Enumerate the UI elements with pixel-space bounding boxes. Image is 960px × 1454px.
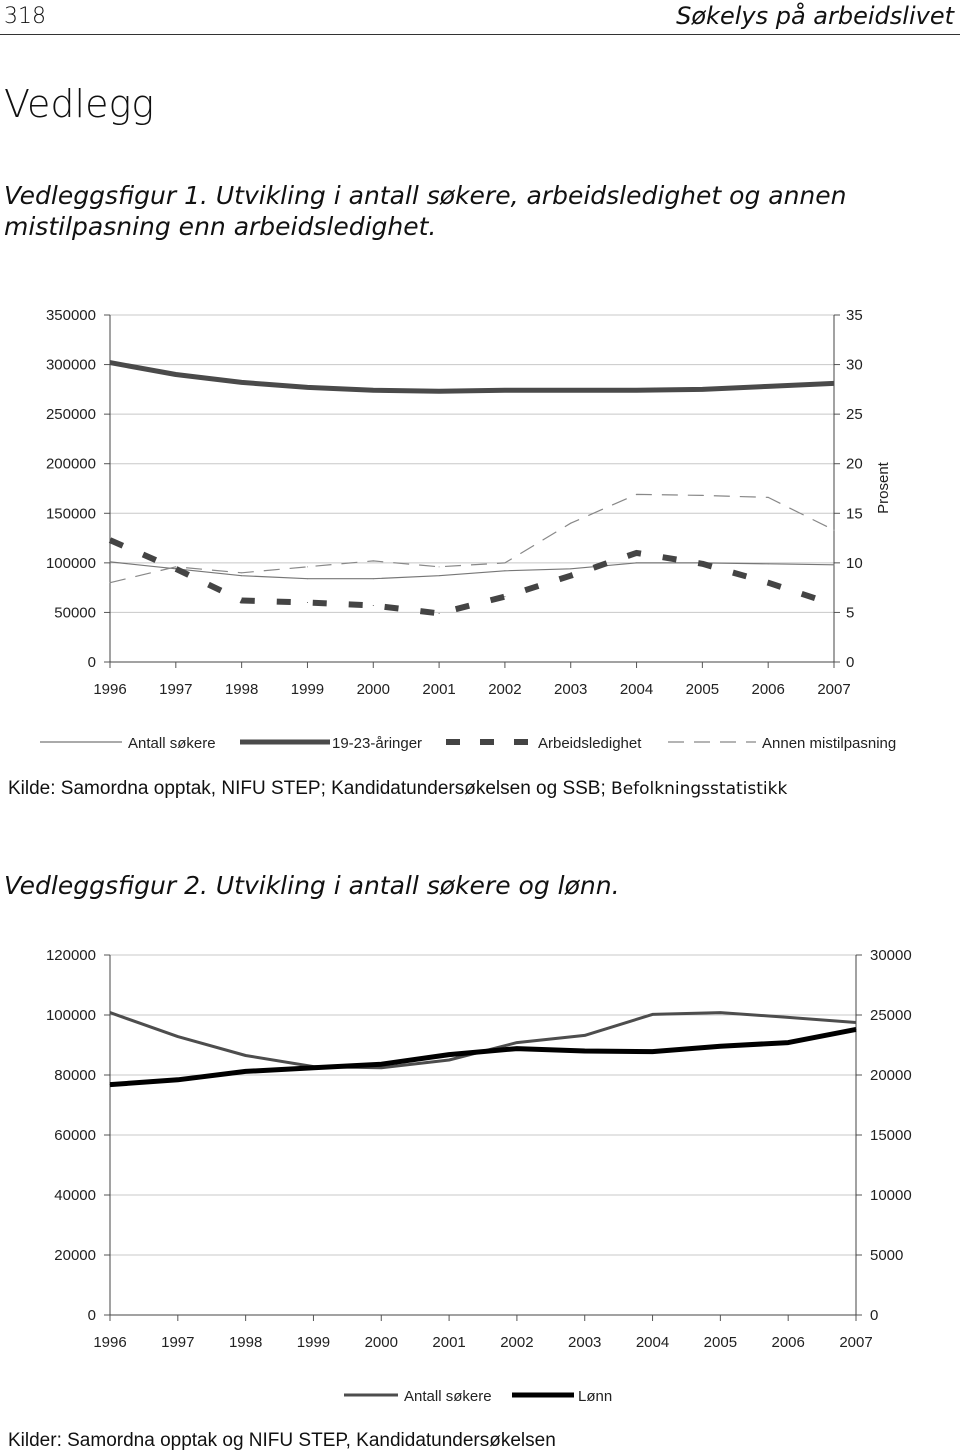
data-point xyxy=(516,1048,517,1049)
right-axis-tick-label: 0 xyxy=(870,1307,879,1324)
data-point xyxy=(636,390,637,391)
data-point xyxy=(702,563,703,564)
x-axis-tick-label: 2005 xyxy=(685,681,720,698)
series-line-3 xyxy=(110,494,834,582)
data-point xyxy=(636,494,637,495)
x-axis-tick-label: 2004 xyxy=(619,681,654,698)
data-point xyxy=(504,570,505,571)
data-point xyxy=(110,561,111,562)
figure1-source-suffix: Befolkningsstatistikk xyxy=(611,779,788,799)
data-point xyxy=(516,1042,517,1043)
data-point xyxy=(373,578,374,579)
series-line-1 xyxy=(110,1029,856,1084)
left-axis-tick-label: 60000 xyxy=(54,1127,96,1144)
data-point xyxy=(720,1012,721,1013)
left-axis-tick-label: 120000 xyxy=(45,947,96,964)
x-axis-tick-label: 1998 xyxy=(224,681,259,698)
data-point xyxy=(834,604,835,605)
header-rule xyxy=(0,34,960,35)
data-point xyxy=(570,575,571,576)
data-point xyxy=(307,602,308,603)
left-axis-tick-label: 250000 xyxy=(45,406,96,424)
data-point xyxy=(636,552,637,553)
left-axis-tick-label: 100000 xyxy=(45,1007,96,1024)
x-axis-tick-label: 1999 xyxy=(296,1334,331,1351)
x-axis-tick-label: 2001 xyxy=(432,1334,466,1351)
right-axis-tick-label: 5000 xyxy=(870,1247,904,1264)
right-axis-tick-label: 30 xyxy=(846,356,863,374)
data-point xyxy=(570,390,571,391)
data-point xyxy=(241,575,242,576)
right-axis-tick-label: 5 xyxy=(846,604,855,622)
data-point xyxy=(241,382,242,383)
left-axis-tick-label: 40000 xyxy=(54,1187,96,1204)
data-point xyxy=(110,362,111,363)
data-point xyxy=(834,564,835,565)
figure2-source: Kilder: Samordna opptak og NIFU STEP, Kandidatundersøkelsen xyxy=(8,1430,556,1451)
legend-label: Antall søkere xyxy=(128,735,216,752)
data-point xyxy=(110,582,111,583)
series-line-2 xyxy=(110,540,834,613)
data-point xyxy=(570,568,571,569)
right-axis-label: Prosent xyxy=(875,462,892,514)
x-axis-tick-label: 2006 xyxy=(771,1334,805,1351)
series-line-0 xyxy=(110,1013,856,1068)
data-point xyxy=(307,566,308,567)
x-axis-tick-label: 1998 xyxy=(228,1334,263,1351)
right-axis-tick-label: 25 xyxy=(846,406,863,424)
x-axis-tick-label: 2006 xyxy=(751,681,785,698)
data-point xyxy=(584,1035,585,1036)
figure2-caption: Vedleggsfigur 2. Utvikling i antall søkere og lønn. xyxy=(4,871,620,900)
left-axis-tick-label: 150000 xyxy=(45,505,96,523)
left-axis-tick-label: 0 xyxy=(87,1307,96,1324)
x-axis-tick-label: 2002 xyxy=(500,1334,534,1351)
left-axis-tick-label: 80000 xyxy=(54,1067,96,1084)
left-axis-tick-label: 20000 xyxy=(54,1247,96,1264)
data-point xyxy=(834,383,835,384)
data-point xyxy=(175,568,176,569)
x-axis-tick-label: 2007 xyxy=(839,1334,873,1351)
data-point xyxy=(241,572,242,573)
x-axis-tick-label: 1997 xyxy=(161,1334,195,1351)
data-point xyxy=(110,1084,111,1085)
data-point xyxy=(373,560,374,561)
x-axis-tick-label: 1996 xyxy=(93,1334,127,1351)
data-point xyxy=(570,523,571,524)
data-point xyxy=(373,390,374,391)
left-axis-tick-label: 200000 xyxy=(45,455,96,473)
data-point xyxy=(504,390,505,391)
x-axis-tick-label: 2000 xyxy=(356,681,390,698)
right-axis-tick-label: 0 xyxy=(846,654,855,671)
data-point xyxy=(449,1060,450,1061)
left-axis-tick-label: 100000 xyxy=(45,554,96,572)
data-point xyxy=(788,1042,789,1043)
data-point xyxy=(856,1029,857,1030)
data-point xyxy=(110,540,111,541)
right-axis-tick-label: 20 xyxy=(846,455,863,473)
data-point xyxy=(702,389,703,390)
left-axis-tick-label: 300000 xyxy=(45,356,96,374)
x-axis-tick-label: 1997 xyxy=(159,681,193,698)
data-point xyxy=(110,1012,111,1013)
data-point xyxy=(856,1022,857,1023)
x-axis-tick-label: 1999 xyxy=(290,681,325,698)
data-point xyxy=(720,1046,721,1047)
data-point xyxy=(313,1067,314,1068)
data-point xyxy=(504,562,505,563)
data-point xyxy=(702,495,703,496)
chart2 xyxy=(0,940,960,1420)
left-axis-tick-label: 0 xyxy=(87,654,96,671)
data-point xyxy=(449,1054,450,1055)
data-point xyxy=(439,391,440,392)
x-axis-tick-label: 2003 xyxy=(554,681,588,698)
data-point xyxy=(768,563,769,564)
data-point xyxy=(245,1055,246,1056)
x-axis-tick-label: 2003 xyxy=(568,1334,602,1351)
data-point xyxy=(768,497,769,498)
right-axis-tick-label: 15 xyxy=(846,505,863,523)
data-point xyxy=(439,575,440,576)
data-point xyxy=(652,1014,653,1015)
x-axis-tick-label: 2004 xyxy=(635,1334,670,1351)
page-header xyxy=(0,0,960,36)
data-point xyxy=(245,1071,246,1072)
data-point xyxy=(381,1067,382,1068)
data-point xyxy=(381,1064,382,1065)
right-axis-tick-label: 15000 xyxy=(870,1127,912,1144)
data-point xyxy=(439,566,440,567)
running-title: Søkelys på arbeidslivet xyxy=(676,2,954,30)
data-point xyxy=(175,374,176,375)
data-point xyxy=(175,566,176,567)
left-axis-tick-label: 50000 xyxy=(54,604,96,622)
legend-label: 19-23-åringer xyxy=(332,735,423,752)
legend-label: Annen mistilpasning xyxy=(762,735,897,752)
right-axis-tick-label: 35 xyxy=(846,307,863,324)
x-axis-tick-label: 2007 xyxy=(817,681,851,698)
figure1-caption: Vedleggsfigur 1. Utvikling i antall søkere, arbeidsledighet og annen mistilpasning enn arbeidsledighet. xyxy=(4,181,847,241)
legend-label: Arbeidsledighet xyxy=(538,735,642,752)
data-point xyxy=(177,1079,178,1080)
data-point xyxy=(439,613,440,614)
data-point xyxy=(373,605,374,606)
right-axis-tick-label: 30000 xyxy=(870,947,912,964)
data-point xyxy=(788,1017,789,1018)
right-axis-tick-label: 10000 xyxy=(870,1187,912,1204)
data-point xyxy=(834,530,835,531)
page-number: 318 xyxy=(4,4,46,29)
data-point xyxy=(241,600,242,601)
legend-label: Antall søkere xyxy=(404,1388,492,1405)
data-point xyxy=(652,1051,653,1052)
x-axis-tick-label: 2005 xyxy=(703,1334,738,1351)
x-axis-tick-label: 2002 xyxy=(488,681,522,698)
left-axis-tick-label: 350000 xyxy=(45,307,96,324)
data-point xyxy=(504,596,505,597)
data-point xyxy=(307,578,308,579)
section-title: Vedlegg xyxy=(4,82,155,126)
figure1-source-prefix: Kilde: Samordna opptak, NIFU STEP; Kandidatundersøkelsen og SSB; xyxy=(8,778,606,799)
data-point xyxy=(636,562,637,563)
data-point xyxy=(307,387,308,388)
right-axis-tick-label: 25000 xyxy=(870,1007,912,1024)
right-axis-tick-label: 20000 xyxy=(870,1067,912,1084)
data-point xyxy=(768,582,769,583)
chart1 xyxy=(0,300,960,770)
right-axis-tick-label: 10 xyxy=(846,554,863,572)
data-point xyxy=(584,1051,585,1052)
x-axis-tick-label: 2000 xyxy=(364,1334,398,1351)
x-axis-tick-label: 1996 xyxy=(93,681,127,698)
legend-label: Lønn xyxy=(578,1388,613,1405)
x-axis-tick-label: 2001 xyxy=(422,681,456,698)
data-point xyxy=(177,1036,178,1037)
series-line-1 xyxy=(110,363,834,392)
figure1-source xyxy=(8,778,787,800)
data-point xyxy=(768,386,769,387)
